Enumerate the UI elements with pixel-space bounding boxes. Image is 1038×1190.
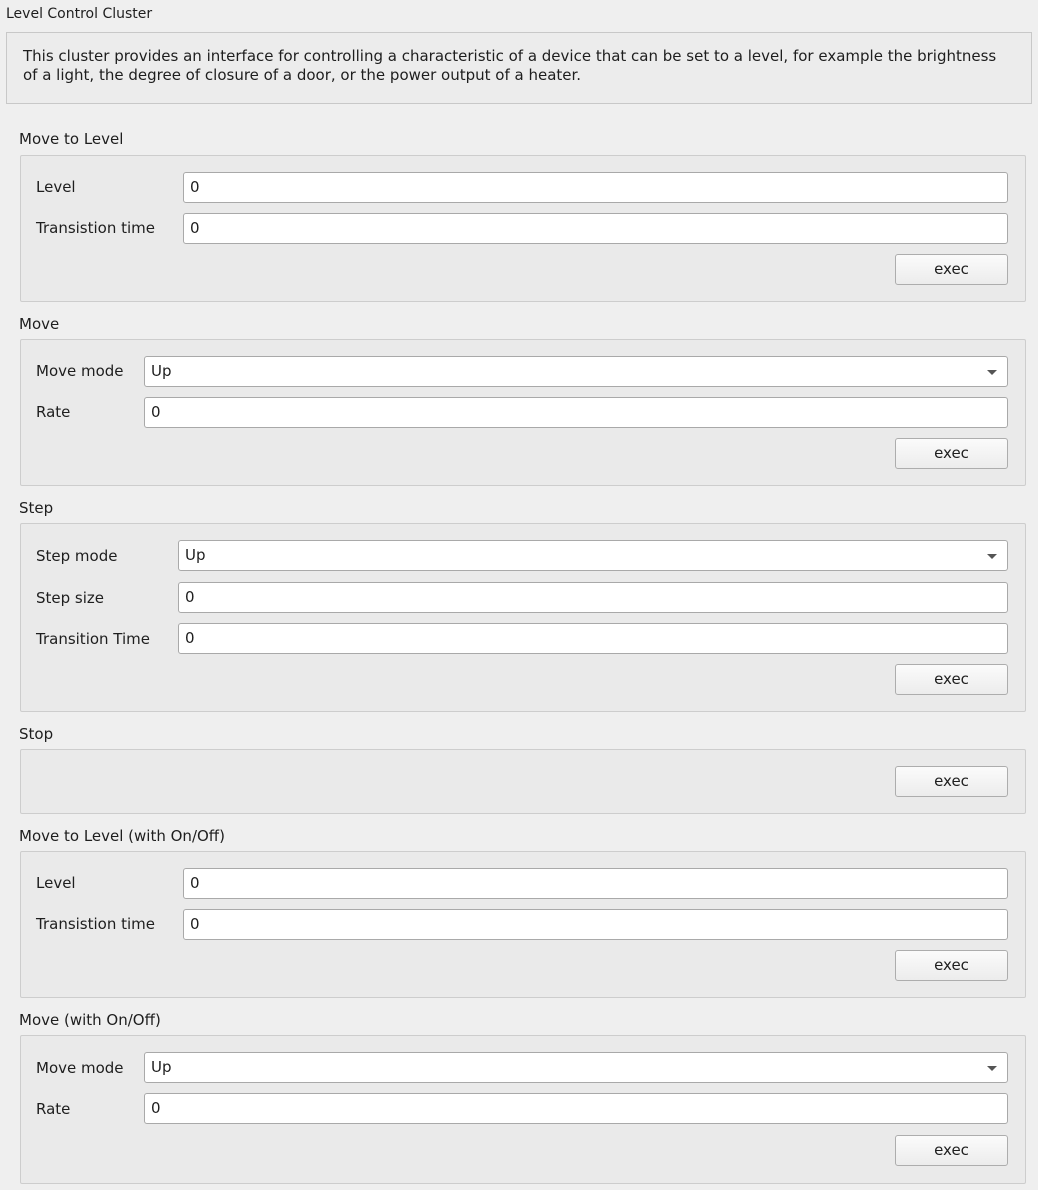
move-onoff-mode-value: Up bbox=[151, 1058, 172, 1076]
move-onoff-heading: Move (with On/Off) bbox=[19, 1011, 161, 1029]
step-size-label: Step size bbox=[36, 589, 105, 607]
chevron-down-icon bbox=[987, 370, 997, 375]
move-to-level-time-label: Transistion time bbox=[36, 219, 156, 237]
move-to-level-level-input[interactable]: 0 bbox=[183, 172, 1008, 203]
step-exec-button[interactable]: exec bbox=[895, 664, 1008, 695]
move-to-level-onoff-exec-button[interactable]: exec bbox=[895, 950, 1008, 981]
move-rate-label: Rate bbox=[36, 403, 71, 421]
move-onoff-rate-label: Rate bbox=[36, 1100, 71, 1118]
move-to-level-time-input[interactable]: 0 bbox=[183, 213, 1008, 244]
step-time-input[interactable]: 0 bbox=[178, 623, 1008, 654]
move-to-level-exec-button[interactable]: exec bbox=[895, 254, 1008, 285]
step-mode-select[interactable] bbox=[178, 540, 1008, 571]
step-size-input[interactable]: 0 bbox=[178, 582, 1008, 613]
step-mode-value: Up bbox=[185, 546, 206, 564]
move-heading: Move bbox=[19, 315, 60, 333]
chevron-down-icon bbox=[987, 554, 997, 559]
move-to-level-heading: Move to Level bbox=[19, 130, 124, 148]
step-heading: Step bbox=[19, 499, 54, 517]
move-onoff-mode-label: Move mode bbox=[36, 1059, 124, 1077]
move-exec-button[interactable]: exec bbox=[895, 438, 1008, 469]
move-mode-value: Up bbox=[151, 362, 172, 380]
move-mode-label: Move mode bbox=[36, 362, 124, 380]
move-to-level-onoff-level-label: Level bbox=[36, 874, 76, 892]
move-to-level-onoff-time-input[interactable]: 0 bbox=[183, 909, 1008, 940]
move-onoff-mode-select[interactable] bbox=[144, 1052, 1008, 1083]
stop-heading: Stop bbox=[19, 725, 54, 743]
chevron-down-icon bbox=[987, 1066, 997, 1071]
stop-exec-button[interactable]: exec bbox=[895, 766, 1008, 797]
move-to-level-level-label: Level bbox=[36, 178, 76, 196]
move-rate-input[interactable]: 0 bbox=[144, 397, 1008, 428]
cluster-title: Level Control Cluster bbox=[6, 6, 153, 22]
step-mode-label: Step mode bbox=[36, 547, 118, 565]
move-to-level-onoff-heading: Move to Level (with On/Off) bbox=[19, 827, 225, 845]
cluster-description: This cluster provides an interface for controlling a characteristic of a device that can be set to a level, for example the brightness of a light, the degree of closure of a door, or the power output of a heater. bbox=[6, 32, 1032, 104]
move-to-level-onoff-level-input[interactable]: 0 bbox=[183, 868, 1008, 899]
move-onoff-exec-button[interactable]: exec bbox=[895, 1135, 1008, 1166]
stop-group bbox=[20, 749, 1026, 814]
move-mode-select[interactable] bbox=[144, 356, 1008, 387]
step-time-label: Transition Time bbox=[36, 630, 151, 648]
move-onoff-rate-input[interactable]: 0 bbox=[144, 1093, 1008, 1124]
move-to-level-onoff-time-label: Transistion time bbox=[36, 915, 156, 933]
